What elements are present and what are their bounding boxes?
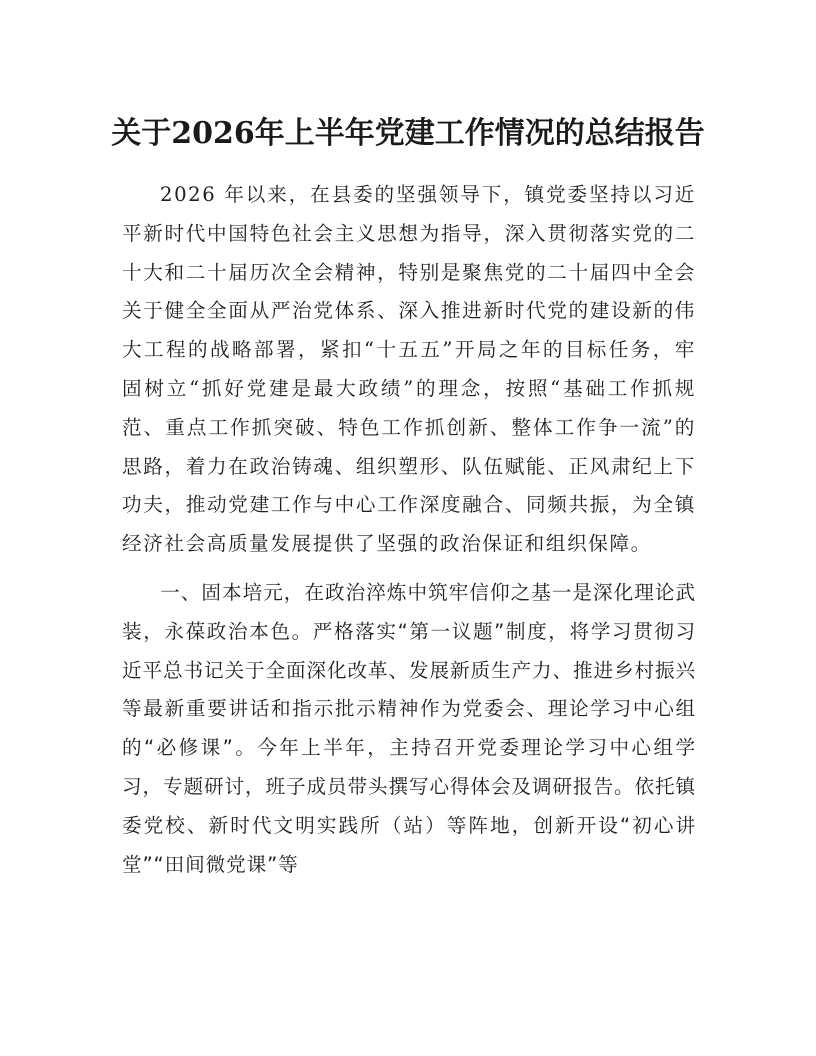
intro-paragraph-text: 2026 年以来，在县委的坚强领导下，镇党委坚持以习近平新时代中国特色社会主义思想为指导，深入贯彻落实党的二十大和二十届历次全会精神，特别是聚焦党的二十届四中全会关于健全全面从严治党体系、深入推进新时代党的建设新的伟大工程的战略部署，紧扣“十五五”开局之年的目标任务，牢固树立“抓好党建是最大政绩”的理念，按照“基础工作抓规范、重点工作抓突破、特色工作抓创新、整体工作争一流”的思路，着力在政治铸魂、组织塑形、队伍赋能、正风肃纪上下功夫，推动党建工作与中心工作深度融合、同频共振，为全镇经济社会高质量发展提供了坚强的政治保证和组织保障。: [122, 183, 696, 556]
section-one-paragraph: [122, 574, 696, 884]
document-title: 关于2026年上半年党建工作情况的总结报告: [111, 116, 705, 151]
intro-paragraph: [122, 176, 696, 564]
section-one-paragraph-text: 一、固本培元，在政治淬炼中筑牢信仰之基一是深化理论武装，永葆政治本色。严格落实“第一议题”制度，将学习贯彻习近平总书记关于全面深化改革、发展新质生产力、推进乡村振兴等最新重要讲话和指示批示精神作为党委会、理论学习中心组的“必修课”。今年上半年，主持召开党委理论学习中心组学习，专题研讨，班子成员带头撰写心得体会及调研报告。依托镇委党校、新时代文明实践所（站）等阵地，创新开设“初心讲堂”“田间微党课”等: [122, 581, 696, 876]
